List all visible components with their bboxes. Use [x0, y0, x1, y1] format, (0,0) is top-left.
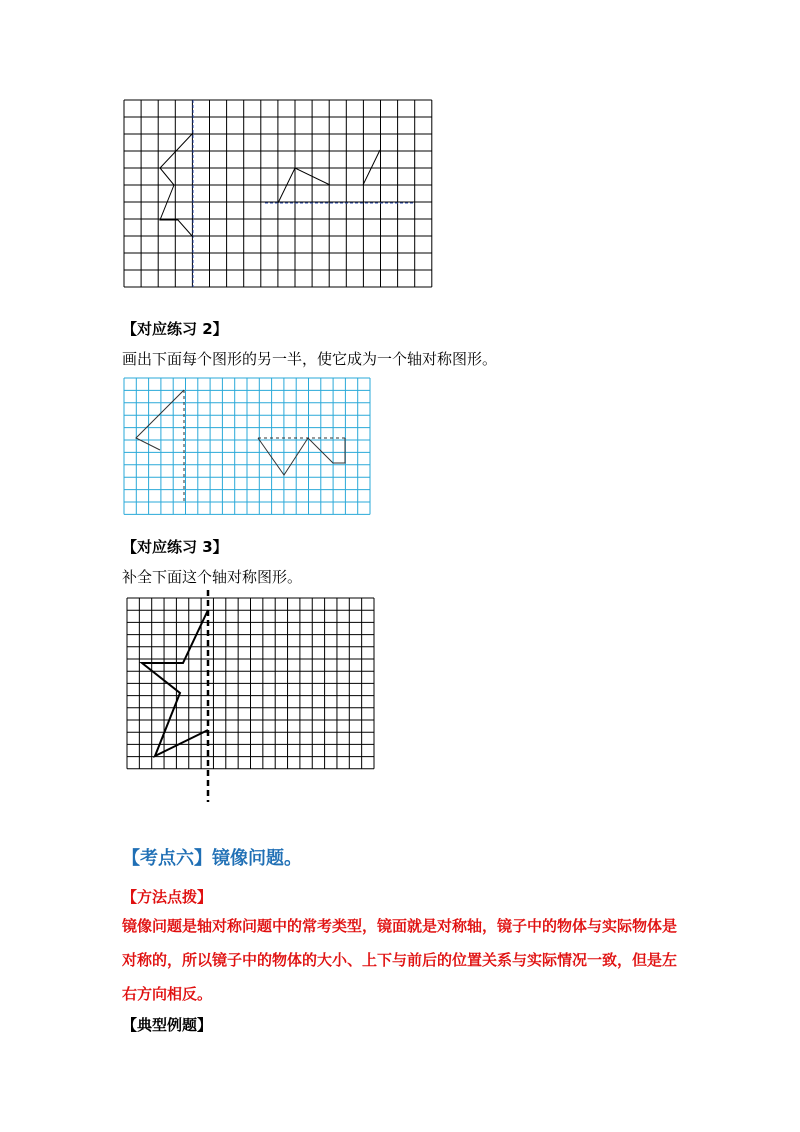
exercise-3-instruction: 补全下面这个轴对称图形。 [122, 568, 303, 586]
figure-2-grid [0, 370, 800, 530]
exercise-2-instruction: 画出下面每个图形的另一半，使它成为一个轴对称图形。 [122, 350, 498, 368]
exercise-2-heading: 【对应练习 2】 [122, 320, 228, 338]
figure-2-half-shape-right [258, 438, 345, 475]
method-body: 镜像问题是轴对称问题中的常考类型，镜面就是对称轴，镜子中的物体与实际物体是对称的，所以镜子中的物体的大小、上下与前后的位置关系与实际情况一致，但是左右方向相反。 [122, 917, 678, 1003]
exercise-3-heading: 【对应练习 3】 [122, 538, 228, 556]
topic-6-heading: 【考点六】镜像问题。 [122, 848, 302, 869]
figure-3-grid [0, 590, 800, 810]
figure-1-grid [0, 0, 800, 300]
example-heading: 【典型例题】 [122, 1016, 213, 1034]
figure-2-half-shape-left [136, 390, 184, 450]
method-heading: 【方法点拨】 [122, 888, 213, 906]
